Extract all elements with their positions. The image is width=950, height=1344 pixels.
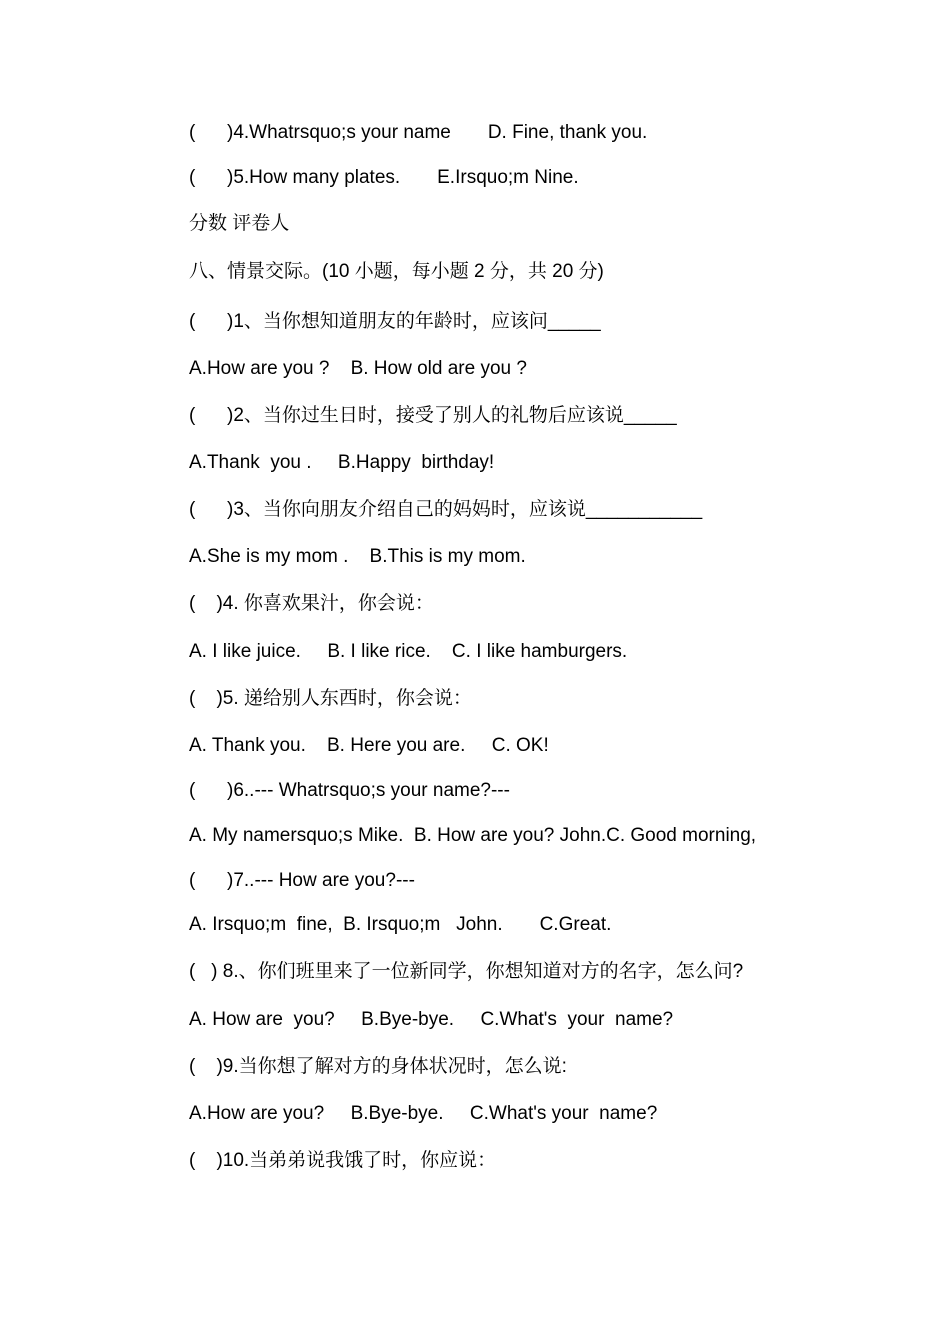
question-6-prompt: ( )6..--- Whatrsquo;s your name?--- <box>189 780 510 801</box>
question-7-options: A. Irsquo;m fine, B. Irsquo;m John. C.Great. <box>189 914 612 935</box>
question-7-prompt: ( )7..--- How are you?--- <box>189 870 415 891</box>
question-2-options: A.Thank you . B.Happy birthday! <box>189 452 495 473</box>
question-1-prompt: ( )1、当你想知道朋友的年龄时，应该问_____ <box>189 311 601 332</box>
question-5-match-line: ( )5.How many plates. E.Irsquo;m Nine. <box>189 167 579 188</box>
question-8-options: A. How are you? B.Bye-bye. C.What's your name? <box>189 1009 674 1030</box>
score-grader-label: 分数 评卷人 <box>189 213 290 234</box>
question-2-prompt: ( )2、当你过生日时，接受了别人的礼物后应该说_____ <box>189 405 677 426</box>
question-4-options: A. I like juice. B. I like rice. C. I like hamburgers. <box>189 641 628 662</box>
question-3-prompt: ( )3、当你向朋友介绍自己的妈妈时，应该说___________ <box>189 499 703 520</box>
question-4-prompt: ( )4. 你喜欢果汁，你会说： <box>189 593 434 614</box>
question-9-prompt: ( )9.当你想了解对方的身体状况时，怎么说: <box>189 1056 567 1077</box>
question-5-options: A. Thank you. B. Here you are. C. OK! <box>189 735 549 756</box>
section-8-heading: 八、情景交际。(10 小题，每小题 2 分，共 20 分) <box>189 261 604 282</box>
question-10-prompt: ( )10.当弟弟说我饿了时，你应说： <box>189 1150 497 1171</box>
question-4-match-line: ( )4.Whatrsquo;s your name D. Fine, thank you. <box>189 122 648 143</box>
question-8-prompt: ( ) 8.、你们班里来了一位新同学，你想知道对方的名字，怎么问? <box>189 961 744 982</box>
question-3-options: A.She is my mom . B.This is my mom. <box>189 546 526 567</box>
question-1-options: A.How are you ? B. How old are you ? <box>189 358 527 379</box>
question-5-prompt: ( )5. 递给别人东西时，你会说： <box>189 688 472 709</box>
question-9-options: A.How are you? B.Bye-bye. C.What's your name? <box>189 1103 658 1124</box>
question-6-options: A. My namersquo;s Mike. B. How are you? John.C. Good morning, <box>189 825 757 846</box>
